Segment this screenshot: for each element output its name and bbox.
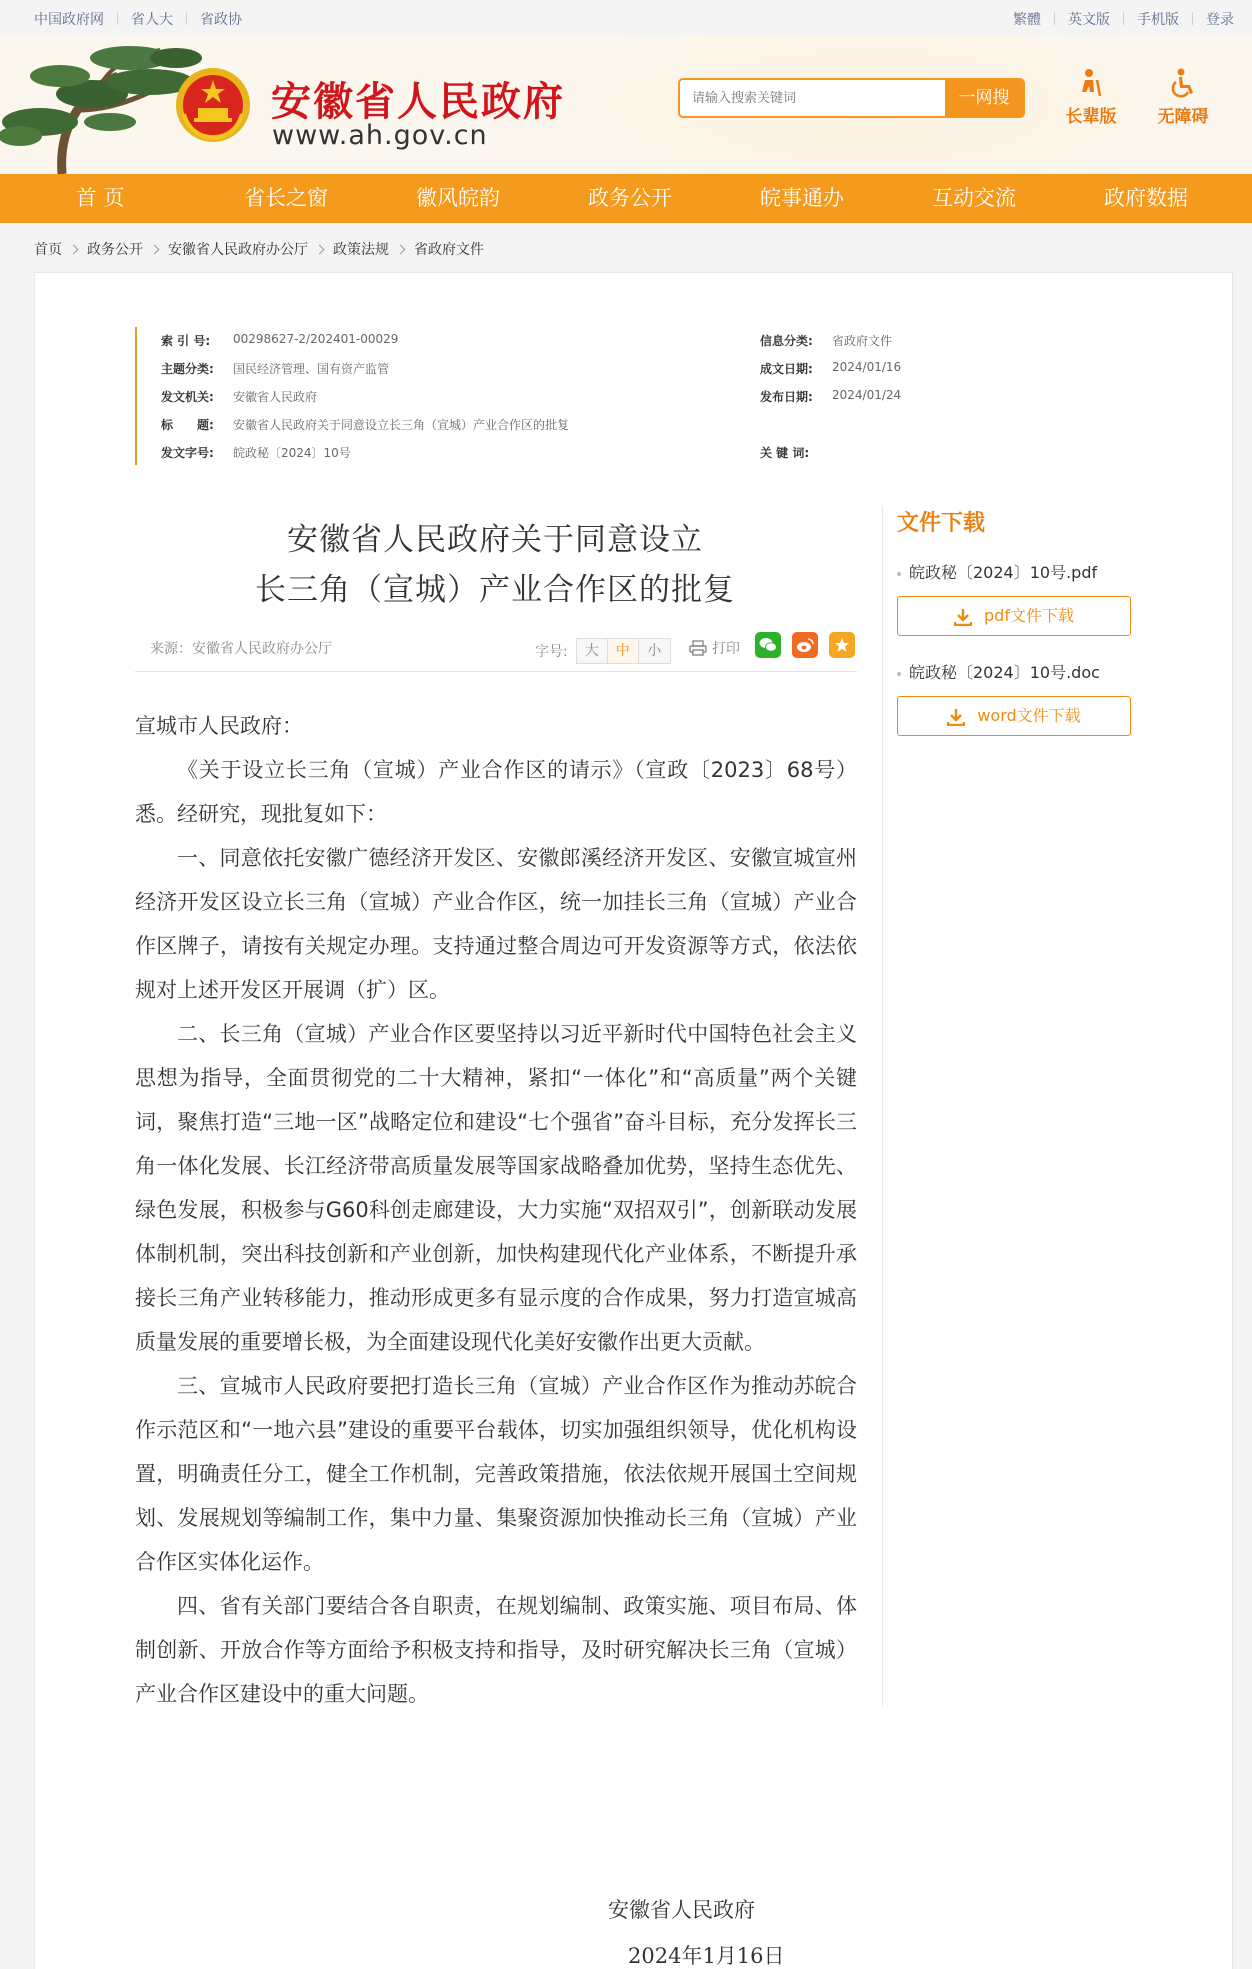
print-label: 打印 — [712, 641, 740, 657]
nav-item-services[interactable]: 皖事通办 — [760, 186, 844, 210]
divider — [1123, 12, 1124, 25]
star-icon — [834, 637, 850, 653]
site-header — [0, 36, 1252, 174]
elderly-label: 长辈版 — [1065, 107, 1117, 127]
search-button[interactable]: 一网搜 — [945, 80, 1023, 116]
article-paragraph: 一、同意依托安徽广德经济开发区、安徽郎溪经济开发区、安徽宣城宣州经济开发区设立长三角（宣城）产业合作区，统一加挂长三角（宣城）产业合作区牌子，请按有关规定办理。支持通过整合周边可开发资源等方式，依法依规对上述开发区开展调（扩）区。 — [135, 846, 857, 1002]
accessibility-button[interactable] — [1150, 68, 1216, 127]
article-title-line2: 长三角（宣城）产业合作区的批复 — [255, 572, 735, 608]
link-mobile[interactable]: 手机版 — [1137, 12, 1179, 28]
divider — [1054, 12, 1055, 25]
elderly-mode-button[interactable] — [1058, 68, 1124, 127]
link-english[interactable]: 英文版 — [1068, 12, 1110, 28]
meta-published: 发布日期: 2024/01/24 — [760, 388, 902, 404]
sign-date: 2024年1月16日 — [628, 1944, 785, 1968]
wechat-share-button[interactable] — [755, 632, 781, 658]
article-body — [135, 704, 857, 1716]
print-button[interactable] — [689, 638, 740, 658]
nav-item-interaction[interactable]: 互动交流 — [932, 186, 1016, 210]
font-size-medium[interactable]: 中 — [608, 639, 639, 663]
article-toolbar — [135, 628, 857, 672]
top-right-links — [1013, 9, 1234, 29]
link-gov-cn[interactable]: 中国政府网 — [34, 12, 104, 28]
search-box — [678, 78, 1025, 118]
link-traditional[interactable]: 繁體 — [1013, 12, 1041, 28]
article-source: 来源：安徽省人民政府办公厅 — [150, 641, 332, 657]
link-provincial-congress[interactable]: 省人大 — [131, 12, 173, 28]
divider — [117, 12, 118, 25]
download-sidebar — [882, 506, 1132, 1706]
chevron-right-icon — [150, 244, 160, 254]
nav-item-gov-affairs[interactable]: 政务公开 — [544, 174, 716, 223]
meta-index-no: 索 引 号: 00298627-2/202401-00029 — [161, 332, 399, 348]
national-emblem-icon — [174, 66, 252, 144]
article-title-line1: 安徽省人民政府关于同意设立 — [287, 522, 703, 558]
site-title: 安徽省人民政府 — [271, 79, 565, 125]
link-provincial-cppcc[interactable]: 省政协 — [200, 12, 242, 28]
font-size-small[interactable]: 小 — [639, 639, 670, 663]
article-paragraph: 三、宣城市人民政府要把打造长三角（宣城）产业合作区作为推动苏皖合作示范区和“一地六县”建设的重要平台载体，切实加强组织领导，优化机构设置，明确责任分工，健全工作机制，完善政策措施，依法依规开展国土空间规划、发展规划等编制工作，集中力量、集聚资源加快推动长三角（宣城）产业合作区实体化运作。 — [135, 1374, 857, 1574]
nav-item-governor[interactable]: 省长之窗 — [244, 186, 328, 210]
article-paragraph: 《关于设立长三角（宣城）产业合作区的请示》（宣政〔2023〕68号）悉。经研究，现批复如下： — [135, 758, 857, 826]
meta-title: 标 题: 安徽省人民政府关于同意设立长三角（宣城）产业合作区的批复 — [161, 418, 570, 432]
download-heading: 文件下载 — [897, 511, 986, 536]
accessible-label: 无障碍 — [1157, 107, 1209, 127]
bullet-icon — [897, 572, 901, 576]
breadcrumb-item[interactable]: 政策法规 — [333, 242, 389, 258]
top-left-links — [34, 9, 242, 29]
article-salutation: 宣城市人民政府： — [135, 714, 303, 738]
article-paragraph: 二、长三角（宣城）产业合作区要坚持以习近平新时代中国特色社会主义思想为指导，全面贯彻党的二十大精神，紧扣“一体化”和“高质量”两个关键词，聚焦打造“三地一区”战略定位和建设“七个强省”奋斗目标，充分发挥长三角一体化发展、长江经济带高质量发展等国家战略叠加优势，坚持生态优先、绿色发展，积极参与G60科创走廊建设，大力实施“双招双引”，创新联动发展体制机制，突出科技创新和产业创新，加快构建现代化产业体系，不断提升承接长三角产业转移能力，推动形成更多有显示度的合作成果，努力打造宣城高质量发展的重要增长极，为全面建设现代化美好安徽作出更大贡献。 — [135, 1022, 857, 1354]
divider — [186, 12, 187, 25]
printer-icon — [689, 640, 707, 656]
favorite-button[interactable] — [829, 632, 855, 658]
breadcrumb — [34, 239, 484, 259]
meta-category: 主题分类: 国民经济管理、国有资产监管 — [161, 362, 390, 376]
top-bar — [0, 0, 1252, 36]
meta-issuer: 发文机关: 安徽省人民政府 — [161, 390, 318, 404]
nav-item-home[interactable]: 首 页 — [75, 186, 125, 210]
meta-doc-no: 发文字号: 皖政秘〔2024〕10号 — [161, 446, 351, 460]
breadcrumb-item[interactable]: 省政府文件 — [414, 242, 484, 258]
elderly-icon — [1076, 68, 1106, 98]
search-input[interactable] — [680, 80, 945, 116]
bullet-icon — [897, 672, 901, 676]
doc-file-link[interactable]: 皖政秘〔2024〕10号.doc — [897, 660, 1100, 683]
download-icon — [947, 708, 965, 726]
weibo-share-button[interactable] — [792, 632, 818, 658]
breadcrumb-item[interactable]: 政务公开 — [87, 242, 143, 258]
signature: 安徽省人民政府 — [608, 1898, 755, 1922]
divider — [1192, 12, 1193, 25]
word-download-button[interactable]: word文件下载 — [897, 696, 1131, 736]
pdf-file-link[interactable]: 皖政秘〔2024〕10号.pdf — [897, 560, 1097, 583]
meta-keywords: 关 键 词: — [760, 446, 810, 460]
wechat-icon — [759, 637, 777, 653]
meta-created: 成文日期: 2024/01/16 — [760, 360, 902, 376]
main-nav — [0, 174, 1252, 223]
meta-info-class: 信息分类: 省政府文件 — [760, 334, 893, 348]
download-icon — [954, 608, 972, 626]
weibo-icon — [796, 637, 814, 653]
article-paragraph: 四、省有关部门要结合各自职责，在规划编制、政策实施、项目布局、体制创新、开放合作等方面给予积极支持和指导，及时研究解决长三角（宣城）产业合作区建设中的重大问题。 — [135, 1594, 857, 1706]
pdf-download-button[interactable]: pdf文件下载 — [897, 596, 1131, 636]
link-login[interactable]: 登录 — [1206, 12, 1234, 28]
chevron-right-icon — [315, 244, 325, 254]
document-meta — [135, 327, 935, 465]
breadcrumb-item[interactable]: 首页 — [34, 242, 62, 258]
wheelchair-icon — [1168, 68, 1198, 98]
nav-item-data[interactable]: 政府数据 — [1104, 186, 1188, 210]
nav-item-culture[interactable]: 徽风皖韵 — [416, 186, 500, 210]
chevron-right-icon — [396, 244, 406, 254]
font-size-switcher — [535, 638, 671, 664]
breadcrumb-item[interactable]: 安徽省人民政府办公厅 — [168, 242, 308, 258]
chevron-right-icon — [69, 244, 79, 254]
site-url: www.ah.gov.cn — [272, 120, 488, 151]
font-size-large[interactable]: 大 — [577, 639, 608, 663]
font-size-label: 字号: — [535, 644, 568, 660]
